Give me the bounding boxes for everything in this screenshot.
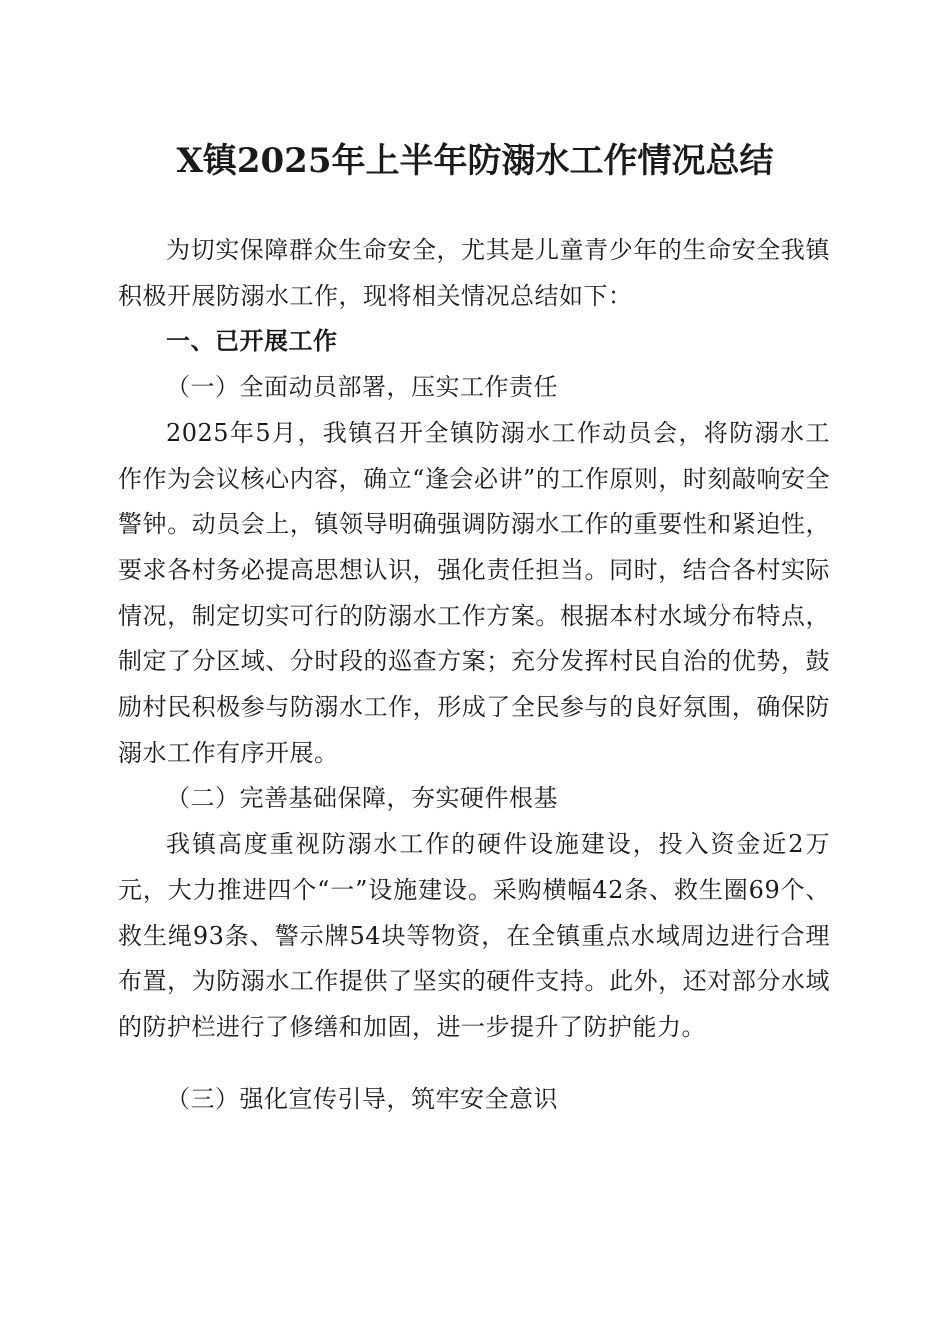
subsection-heading-1: （一）全面动员部署，压实工作责任 — [166, 373, 558, 402]
paragraph-spacer — [118, 1051, 830, 1077]
subsection-paragraph-2: 我镇高度重视防溺水工作的硬件设施建设，投入资金近2万元，大力推进四个“一”设施建设。采购横幅42条、救生圈69个、救生绳93条、警示牌54块等物资，在全镇重点水域周边进行合理布置，为防溺水工作提供了坚实的硬件支持。此外，还对部分水域的防护栏进行了修缮和加固，进一步提升了防护能力。 — [118, 830, 830, 1041]
document-body — [118, 228, 830, 1122]
subsection-paragraph-1: 2025年5月，我镇召开全镇防溺水工作动员会，将防溺水工作作为会议核心内容，确立“逢会必讲”的工作原则，时刻敲响安全警钟。动员会上，镇领导明确强调防溺水工作的重要性和紧迫性，要求各村务必提高思想认识，强化责任担当。同时，结合各村实际情况，制定切实可行的防溺水工作方案。根据本村水域分布特点，制定了分区域、分时段的巡查方案；充分发挥村民自治的优势，鼓励村民积极参与防溺水工作，形成了全民参与的良好氛围，确保防溺水工作有序开展。 — [118, 418, 830, 767]
document-title: X镇2025年上半年防溺水工作情况总结 — [176, 141, 774, 181]
subsection-heading-3: （三）强化宣传引导，筑牢安全意识 — [166, 1084, 558, 1113]
subsection-heading-2: （二）完善基础保障，夯实硬件根基 — [166, 784, 558, 813]
intro-paragraph: 为切实保障群众生命安全，尤其是儿童青少年的生命安全我镇积极开展防溺水工作，现将相关情况总结如下： — [118, 236, 830, 310]
section-heading: 一、已开展工作 — [166, 327, 338, 356]
